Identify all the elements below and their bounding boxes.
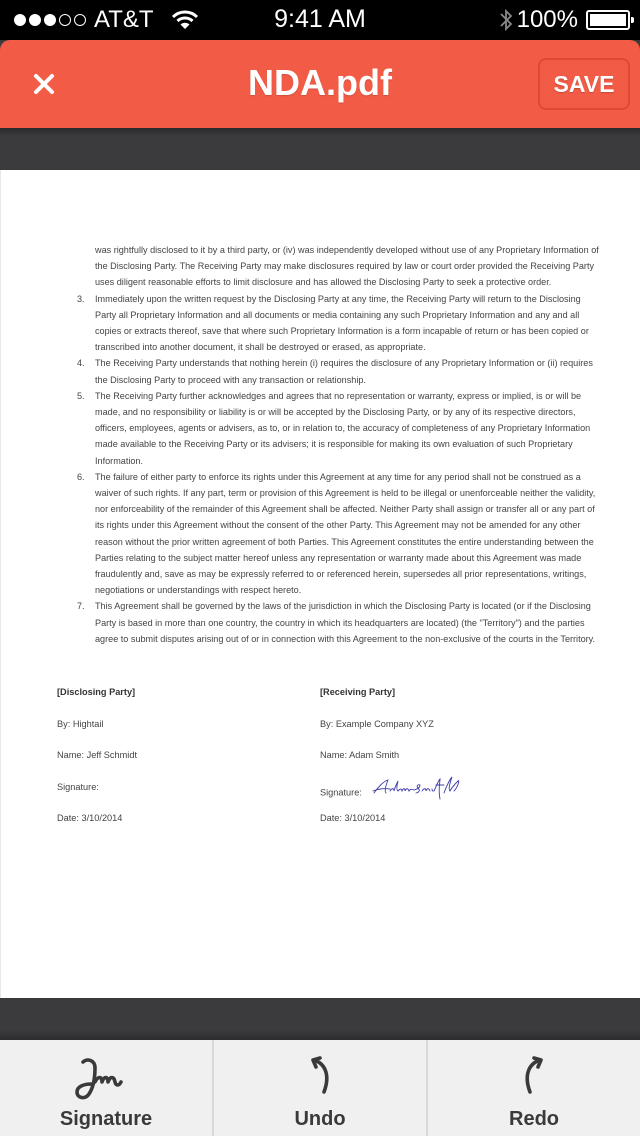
list-item-number: 6. [77, 471, 85, 482]
list-item [59, 469, 599, 599]
undo-button-label: Undo [294, 1108, 346, 1130]
bluetooth-icon [499, 8, 513, 32]
disclosing-party-column [57, 684, 137, 842]
list-item [59, 388, 599, 469]
disclosing-party-by: By: Hightail [57, 718, 104, 729]
list-item-number: 3. [77, 293, 85, 304]
receiving-party-by: By: Example Company XYZ [320, 718, 434, 729]
receiving-party-date: Date: 3/10/2014 [320, 813, 386, 824]
disclosing-party-signature-field[interactable] [57, 779, 137, 811]
receiving-party-signature-field[interactable] [320, 779, 464, 811]
redo-button[interactable] [426, 1040, 640, 1136]
signature-button[interactable] [0, 1040, 212, 1136]
battery-icon [586, 10, 630, 30]
list-item-number: 7. [77, 601, 85, 612]
document-body [59, 242, 599, 647]
list-item-text: The Receiving Party further acknowledges and agrees that no representation or warranty, express or implied, is or will be made, and no responsibility or liability is or will be accepted by the Disclosing Party, or by any of its respective directors, officers, employees, agents or advisers, as to, or in relation to, the accuracy of completeness of any Proprietary Information made available to the Receiving Party or its advisers; it is responsible for making its own evaluation of such Proprietary Information. [95, 390, 591, 466]
save-button[interactable]: SAVE [538, 58, 630, 110]
list-item [59, 291, 599, 356]
undo-button[interactable] [212, 1040, 426, 1136]
carrier-name: AT&T [94, 6, 154, 33]
document-page[interactable] [0, 170, 640, 998]
status-right [499, 6, 630, 34]
list-item-number: 5. [77, 390, 85, 401]
list-item [59, 598, 599, 647]
list-item-number: 4. [77, 358, 85, 369]
signature-label: Signature: [57, 781, 99, 792]
receiving-party-column [320, 684, 464, 842]
redo-icon [514, 1054, 554, 1104]
signature-icon [71, 1054, 141, 1104]
list-item-text: Immediately upon the written request by the Disclosing Party at any time, the Receiving Party will return to the Disclosing Party all Proprietary Information and all documents or media containing any such Proprietary Information and any and all copies or extracts thereof, save that where such Proprietary Information is a form incapable of return or has been copied or transcribed into another document, it shall be destroyed or erased, as appropriate. [95, 293, 589, 353]
list-item [59, 355, 599, 387]
bottom-toolbar [0, 1040, 640, 1136]
receiving-party-name: Name: Adam Smith [320, 750, 400, 761]
signature-button-label: Signature [59, 1108, 153, 1130]
list-item-text: The failure of either party to enforce its rights under this Agreement at any time for any period shall not be construed as a waiver of such rights. If any part, term or provision of this Agreement is held to be illegal or unenforceable neither the validity, nor enforceability of the remainder of this Agreement shall be affected. Neither Party shall assign or transfer all or any part of its rights under this Agreement without the consent of the other Party. This Agreement may not be amended for any other reason without the prior written agreement of both Parties. This Agreement constitutes the entire understanding between the Parties relating to the subject matter hereof unless any representation or warranty made about this Agreement was made fraudulently and, save as may be expressly referred to or referenced herein, supersedes all prior representations, writings, negotiations or understandings with respect hereto. [95, 471, 596, 596]
document-title: NDA.pdf [248, 62, 392, 103]
close-button[interactable] [24, 60, 64, 108]
status-time: 9:41 AM [274, 5, 366, 33]
disclosing-party-name: Name: Jeff Schmidt [57, 750, 137, 761]
handwritten-signature-image[interactable] [370, 775, 464, 803]
document-viewer[interactable] [0, 128, 640, 1040]
intro-paragraph: was rightfully disclosed to it by a third party, or (iv) was independently developed without use of any Proprietary Information of the Disclosing Party. The Receiving Party may make disclosures required by law or court order provided the Receiving Party uses diligent reasonable efforts to limit disclosure and has allowed the Disclosing Party to seek a protective order. [95, 245, 599, 288]
disclosing-party-date: Date: 3/10/2014 [57, 813, 123, 824]
receiving-party-heading: [Receiving Party] [320, 687, 396, 697]
close-icon [33, 73, 55, 95]
disclosing-party-heading: [Disclosing Party] [57, 687, 136, 697]
undo-icon [300, 1054, 340, 1104]
signature-label: Signature: [320, 787, 362, 798]
status-bar [0, 0, 640, 40]
battery-percent: 100% [516, 6, 578, 33]
list-item-text: The Receiving Party understands that nothing herein (i) requires the disclosure of any Proprietary Information or (ii) requires the Disclosing Party to proceed with any transaction or relationship. [95, 358, 593, 385]
redo-button-label: Redo [509, 1108, 559, 1130]
list-item-text: This Agreement shall be governed by the laws of the jurisdiction in which the Disclosing Party is located (or if the Disclosing Party is based in more than one country, the country in which its headquarters are located) (the "Territory") and the parties agree to submit disputes arising out of or in connection with this Agreement to the non-exclusive of the courts in the Territory. [95, 601, 596, 644]
nav-bar [0, 40, 640, 128]
